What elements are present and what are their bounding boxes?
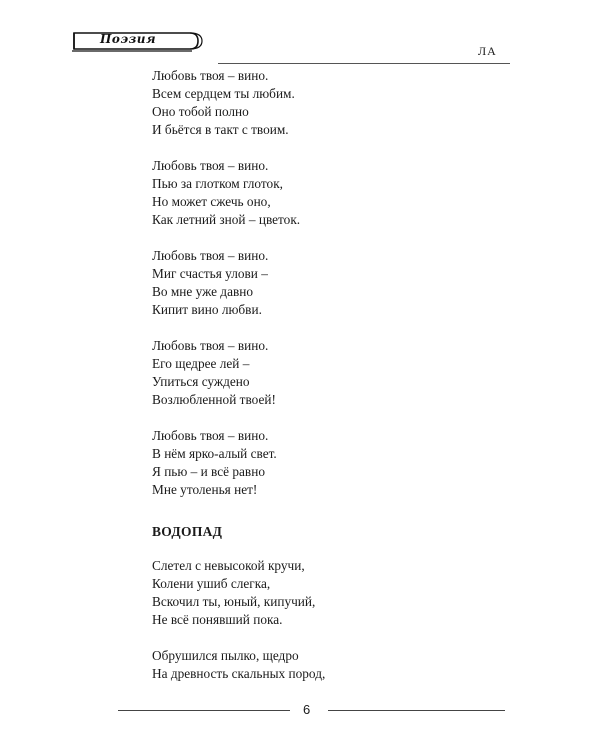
poem-line: Любовь твоя – вино. [152, 428, 269, 443]
poem-line: Всем сердцем ты любим. [152, 86, 295, 101]
poem-waterfall [152, 557, 532, 683]
stanza [152, 67, 532, 139]
poem-title: ВОДОПАД [152, 524, 223, 539]
poem-line: И бьётся в такт с твоим. [152, 122, 289, 137]
poem-line: Оно тобой полно [152, 104, 249, 119]
poem-line: Я пью – и всё равно [152, 464, 265, 479]
poem-line: Слетел с невысокой кручи, [152, 558, 305, 573]
poem-line: В нём ярко-алый свет. [152, 446, 277, 461]
stanza [152, 247, 532, 319]
stanza [152, 157, 532, 229]
poem-line: Любовь твоя – вино. [152, 68, 269, 83]
page-number: 6 [303, 702, 311, 717]
section-badge [72, 30, 204, 52]
poem-line: Возлюбленной твоей! [152, 392, 276, 407]
stanza [152, 337, 532, 409]
poem-line: Упиться суждено [152, 374, 250, 389]
poem-line: Кипит вино любви. [152, 302, 262, 317]
poem-line: Как летний зной – цветок. [152, 212, 301, 227]
poem-line: Любовь твоя – вино. [152, 248, 269, 263]
poem-line: Любовь твоя – вино. [152, 158, 269, 173]
poem-line: Во мне уже давно [152, 284, 254, 299]
poem-line: Любовь твоя – вино. [152, 338, 269, 353]
footer-rule-right [328, 710, 505, 711]
running-head: ЛА [478, 44, 497, 58]
stanza [152, 557, 532, 629]
poem-line: Его щедрее лей – [152, 356, 250, 371]
stanza [152, 647, 532, 683]
poem-line: Колени ушиб слегка, [152, 576, 271, 591]
poem-line: Обрушился пылко, щедро [152, 648, 299, 663]
poem-line: Миг счастья улови – [152, 266, 268, 281]
page-content [152, 67, 532, 701]
poem-line: Мне утоленья нет! [152, 482, 258, 497]
poem-line: Пью за глотком глоток, [152, 176, 283, 191]
poem-line: Вскочил ты, юный, кипучий, [152, 594, 316, 609]
poem-line: Не всё понявший пока. [152, 612, 283, 627]
footer-rule-left [118, 710, 290, 711]
poem-love-wine [152, 67, 532, 499]
poem-line: Но может сжечь оно, [152, 194, 271, 209]
section-badge-label: Поэзия [100, 32, 157, 46]
stanza [152, 427, 532, 499]
poem-line: На древность скальных пород, [152, 666, 326, 681]
header-rule [218, 63, 510, 64]
